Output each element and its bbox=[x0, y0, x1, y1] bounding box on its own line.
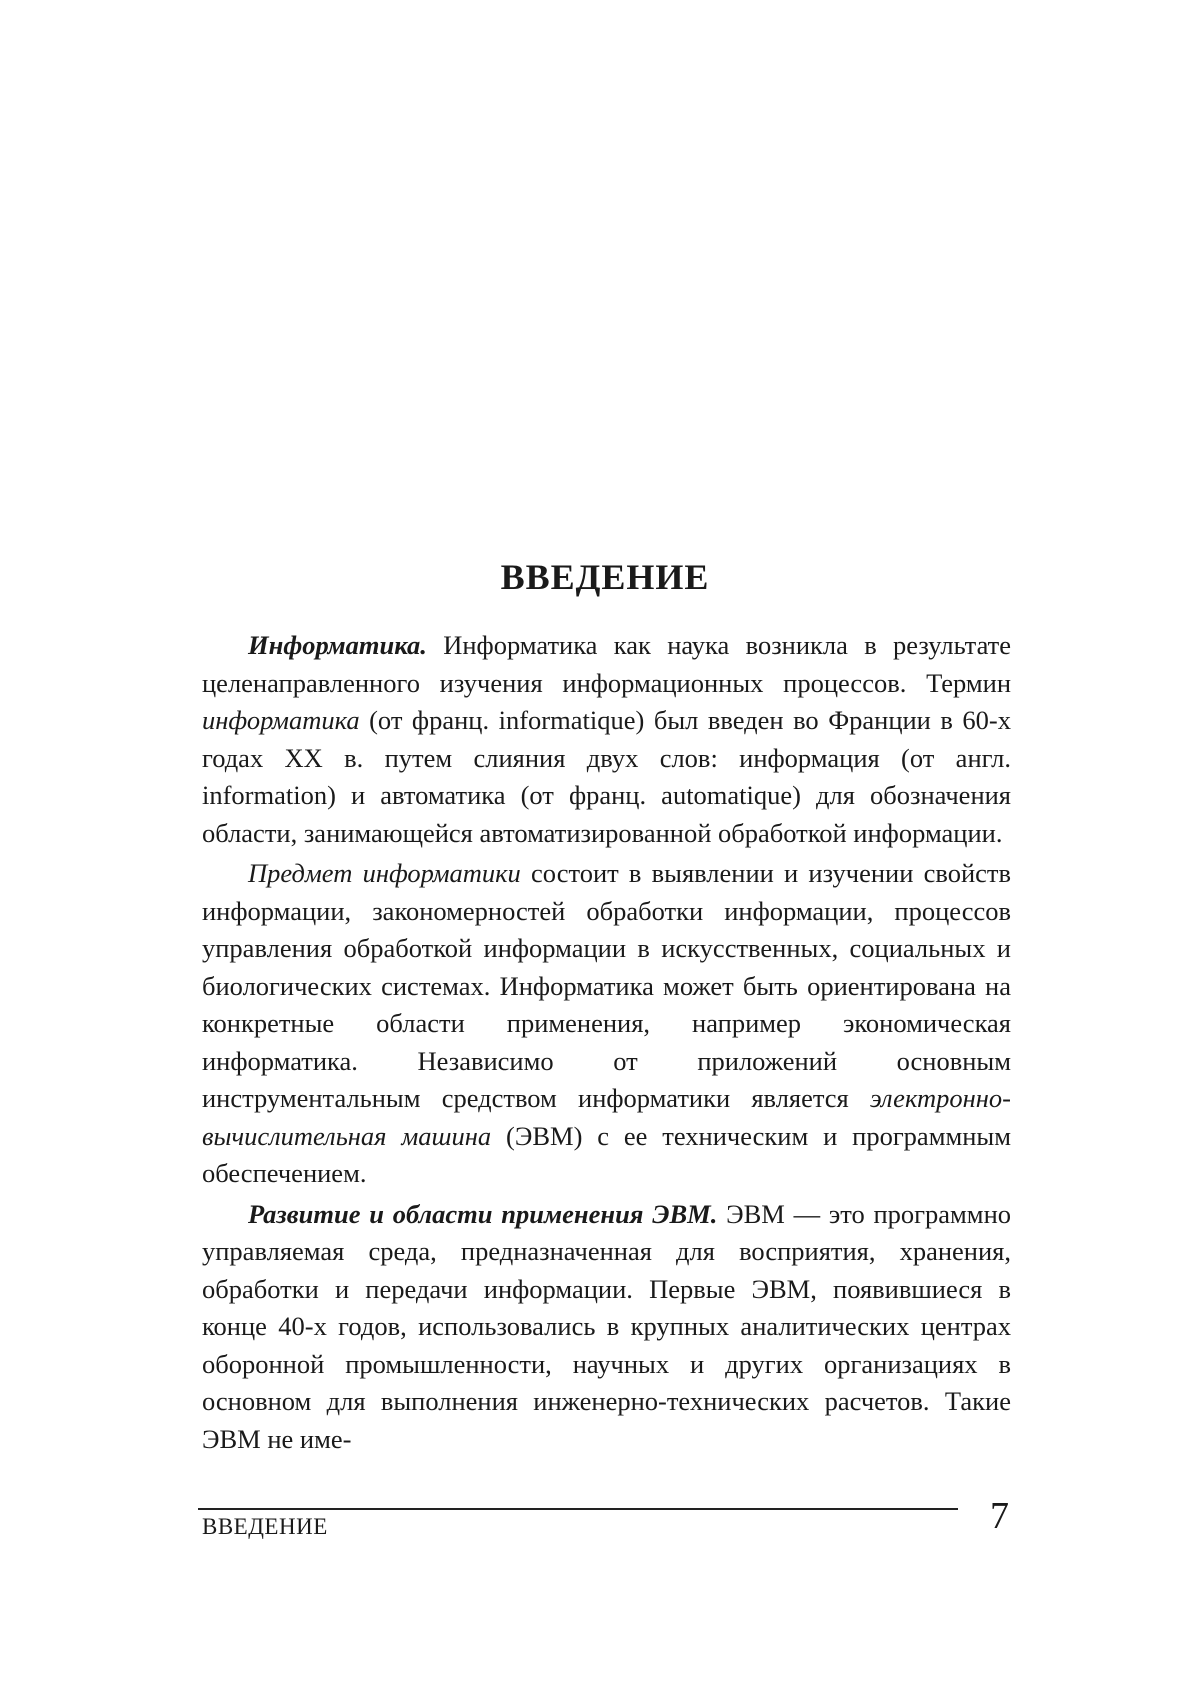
paragraph-text: Информатика как наука возникла в ре­зультате целенаправленного изучения информационных процессов. Термин bbox=[202, 630, 1011, 698]
body-text bbox=[202, 627, 1011, 1461]
paragraph-text: (ЭВМ) с ее техническим и программным обеспе­чением. bbox=[202, 1121, 1011, 1189]
paragraph-subject bbox=[202, 855, 1011, 1193]
paragraph-text: состоит в выявлении и изучении свойств информации, закономерностей обработки информа­ции, процессов управления обработкой информации в ис­кусственных, социальных и биологических системах. Ин­форматика может быть ориентирована на конкретные облас­ти применения, например экономическая информатика. Не­зависимо от приложений основным инструментальным сред­ством информатики является bbox=[202, 858, 1011, 1113]
book-page bbox=[0, 0, 1200, 1703]
footer-rule bbox=[198, 1508, 958, 1510]
term-italic: Предмет информатики bbox=[248, 858, 521, 888]
running-head: ВВЕДЕНИЕ bbox=[202, 1514, 328, 1540]
paragraph-lead: Информатика. bbox=[248, 630, 427, 660]
paragraph-text: (от франц. informatique) был введен во Франции в 60-х годах XX в. путем слияния двух слов: информация (от англ. information) и автоматика (от франц. automatique) для обозначения области, занима­ющейся автоматизированной обработкой информации. bbox=[202, 705, 1011, 848]
term-italic: информатика bbox=[202, 705, 360, 735]
page-number: 7 bbox=[990, 1494, 1009, 1538]
paragraph-computers bbox=[202, 1196, 1011, 1459]
chapter-title: ВВЕДЕНИЕ bbox=[0, 556, 1200, 598]
paragraph-informatics bbox=[202, 627, 1011, 852]
paragraph-text: ЭВМ — это программно управляемая среда, предназначенная для вос­приятия, хранения, обработки и передачи информации. Пер­вые ЭВМ, появившиеся в конце 40-х годов, использовались в крупных аналитических центрах оборонной промышленно­сти, научных и других организациях в основном для выпол­нения инженерно-технических расчетов. Такие ЭВМ не име- bbox=[202, 1199, 1011, 1454]
term-italic: электронно-вычислительная машина bbox=[202, 1083, 1011, 1151]
paragraph-lead: Развитие и области применения ЭВМ. bbox=[248, 1199, 717, 1229]
